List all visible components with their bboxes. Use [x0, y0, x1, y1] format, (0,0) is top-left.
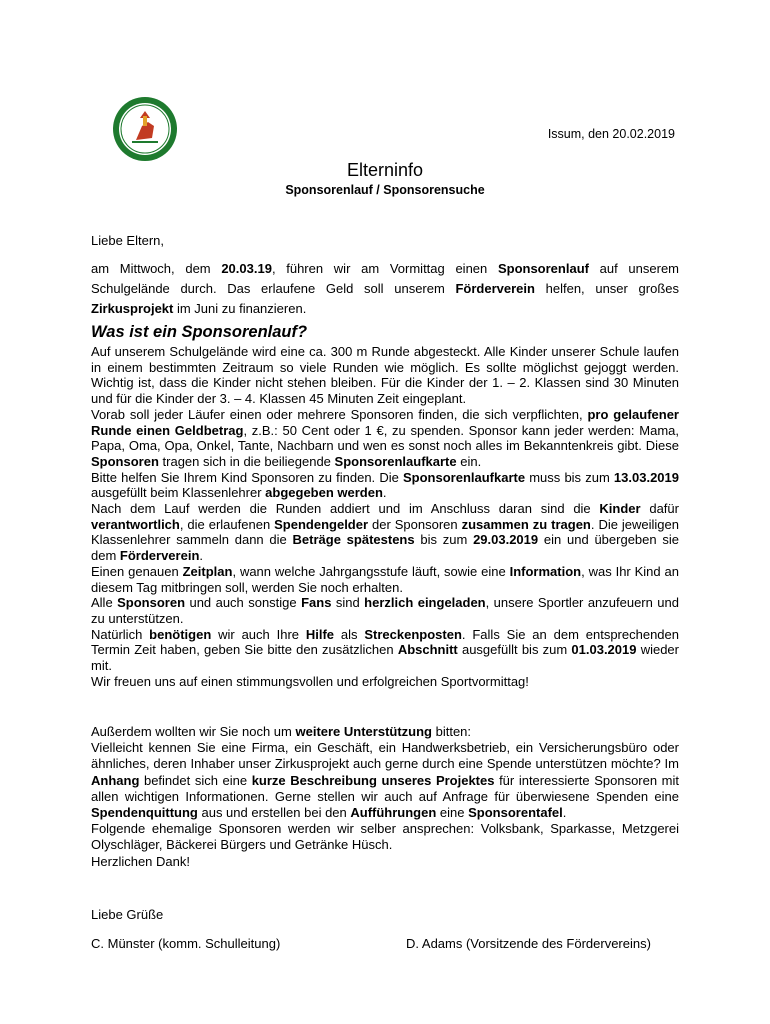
paragraph-support-request: Außerdem wollten wir Sie noch um weitere Unterstützung bitten:: [91, 724, 472, 739]
greeting: Liebe Eltern,: [91, 233, 164, 248]
paragraph-card: Bitte helfen Sie Ihrem Kind Sponsoren zu finden. Die Sponsorenlaufkarte muss bis zum 13.03.2019 ausgefüllt beim Klassenlehrer abgegeben werden.: [91, 469, 679, 501]
paragraph-description: Auf unserem Schulgelände wird eine ca. 300 m Runde abgesteckt. Alle Kinder unserer Schule laufen in einem bestimmten Zeitraum so viele Runden wie möglich. Es sollte möglichst gejoggt werden. Wichtig ist, dass die Kinder nicht stehen bleiben. Für die Kinder der 1. – 2. Klassen sind 30 Minuten und für die Kinder der 3. – 4. Klassen 45 Minuten Zeit eingeplant.: [91, 344, 679, 407]
paragraph-sponsors: Vorab soll jeder Läufer einen oder mehrere Sponsoren finden, die sich verpflichten, pro gelaufener Runde einen Geldbetrag, z.B.: 50 Cent oder 1 €, zu spenden. Sponsor kann jeder werden: Mama, Papa, Oma, Opa, Onkel, Tante, Nachbarn und wen es sonst noch alles im Bekanntenkreis gibt. Diese Sponsoren tragen sich in die beiliegende Sponsorenlaufkarte ein.: [91, 406, 679, 469]
section-body: [91, 344, 679, 689]
paragraph-schedule: Einen genauen Zeitplan, wann welche Jahrgangsstufe läuft, sowie eine Information, was Ihr Kind an diesem Tag mitbringen soll, werden Sie noch erhalten.: [91, 563, 679, 595]
paragraph-thanks: Herzlichen Dank!: [91, 853, 190, 869]
paragraph-closing-wish: Wir freuen uns auf einen stimmungsvollen und erfolgreichen Sportvormittag!: [91, 673, 529, 689]
school-logo-icon: [112, 96, 178, 162]
page-subtitle: Sponsorenlauf / Sponsorensuche: [285, 183, 485, 197]
signature-right: D. Adams (Vorsitzende des Fördervereins): [406, 936, 651, 951]
letter-date: Issum, den 20.02.2019: [547, 127, 675, 141]
paragraph-after-run: Nach dem Lauf werden die Runden addiert und im Anschluss daran sind die Kinder dafür verantwortlich, die erlaufenen Spendengelder der Sponsoren zusammen zu tragen. Die jeweiligen Klassenlehrer sammeln dann die Beträge spätestens bis zum 29.03.2019 ein und übergeben sie dem Förderverein.: [91, 501, 679, 564]
support-section: [91, 724, 679, 870]
section-heading: Was ist ein Sponsorenlauf?: [91, 323, 308, 341]
intro-paragraph: am Mittwoch, dem 20.03.19, führen wir am Vormittag einen Sponsorenlauf auf unserem Schulgelände durch. Das erlaufene Geld soll unserem Förderverein helfen, unser großes Zirkusprojekt im Juni zu finanzieren.: [91, 261, 680, 316]
closing: Liebe Grüße: [91, 907, 164, 922]
paragraph-helpers: Natürlich benötigen wir auch Ihre Hilfe als Streckenposten. Falls Sie an dem entsprechenden Termin Zeit haben, geben Sie bitte den zusätzlichen Abschnitt ausgefüllt bis zum 01.03.2019 wieder mit.: [91, 626, 679, 674]
page-title: Elterninfo: [346, 160, 424, 180]
paragraph-invitation: Alle Sponsoren und auch sonstige Fans sind herzlich eingeladen, unsere Sportler anzufeuern und zu unterstützen.: [91, 595, 679, 626]
signature-left: C. Münster (komm. Schulleitung): [91, 936, 281, 951]
paragraph-former-sponsors: Folgende ehemalige Sponsoren werden wir selber ansprechen: Volksbank, Sparkasse, Metzgerei Olyschläger, Bäckerei Bürgers und Getränke Hüsch.: [91, 821, 679, 853]
paragraph-companies: Vielleicht kennen Sie eine Firma, ein Geschäft, ein Handwerksbetrieb, ein Versicherungsbüro oder ähnliches, deren Inhaber unser Zirkusprojekt auch gerne durch eine Spende unterstützen möchte? Im Anhang befindet sich eine kurze Beschreibung unseres Projektes für interessierte Sponsoren mit allen wichtigen Informationen. Gerne stellen wir auch auf Anfrage für überwiesene Spenden eine Spendenquittung aus und erstellen bei den Aufführungen eine Sponsorentafel.: [91, 740, 680, 821]
